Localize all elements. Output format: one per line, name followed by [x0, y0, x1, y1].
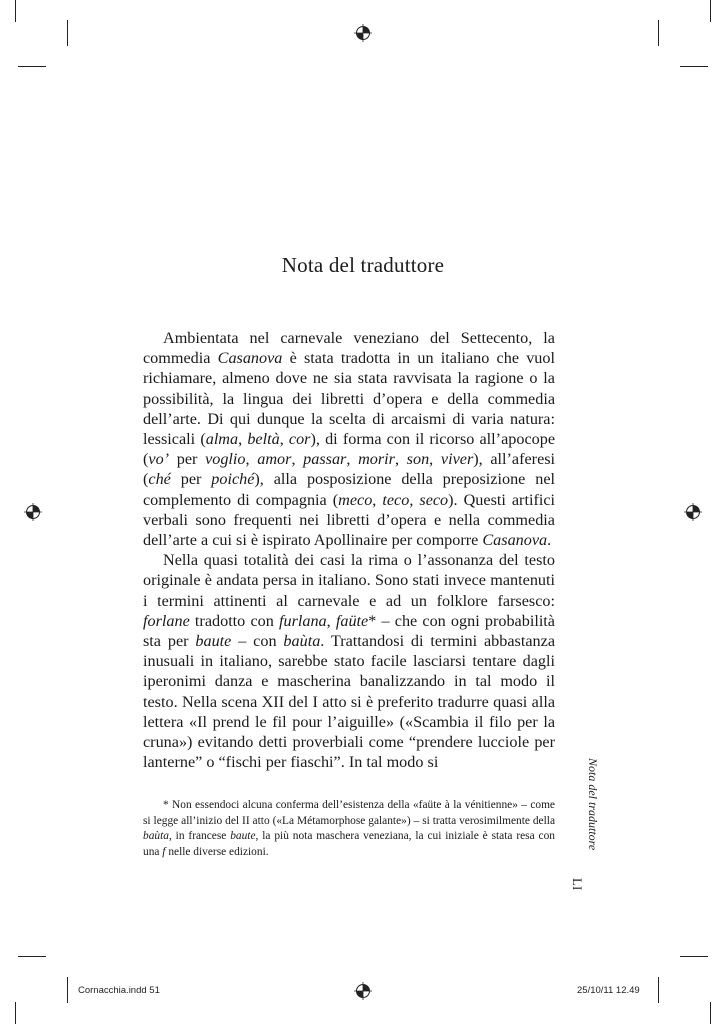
- running-head-section: Nota del traduttore: [586, 758, 600, 851]
- italic-run: vo’: [148, 450, 170, 469]
- footnote: [143, 798, 555, 860]
- text-run: Nella quasi totalità dei casi la rima o l’assonanza del testo originale è andata persa in italiano. Sono stati invece mantenuti i termini attinenti al carnevale e ad un folklore farsesco:: [143, 551, 555, 610]
- text-run: ,: [279, 430, 289, 449]
- italic-run: furlana: [278, 611, 327, 630]
- text-run: ), di forma con il ricorso all’apocope (: [143, 430, 556, 469]
- italic-run: morir: [358, 450, 395, 469]
- text-run: ), all’aferesi (: [143, 450, 556, 489]
- italic-run: meco: [338, 490, 373, 509]
- text-run: * – che con ogni probabilità sta per: [143, 611, 555, 651]
- crop-mark: [680, 956, 708, 957]
- italic-run: poiché: [211, 470, 255, 489]
- text-run: * Non essendoci alcuna conferma dell’esistenza della «faüte à la vénitienne» – come si legge all’inizio del II atto («La Métamorphose galante») – si tratta verosimilmente della: [143, 799, 555, 827]
- text-run: ,: [372, 490, 383, 509]
- italic-run: Casanova: [482, 531, 548, 550]
- italic-run: baùta: [143, 830, 169, 842]
- slug-datetime: 25/10/11 12.49: [577, 985, 640, 996]
- italic-run: faüte: [335, 611, 369, 630]
- body-paragraph: [143, 550, 555, 772]
- italic-run: amor: [257, 450, 292, 469]
- text-run: ). Questi artifici verbali sono frequenti nei libretti d’opera e nella commedia dell’arte a cui si è ispirato Apollinaire per comporre: [143, 490, 556, 550]
- crop-mark: [658, 977, 659, 1003]
- registration-mark-icon: [354, 24, 372, 42]
- crop-mark: [67, 977, 68, 1003]
- text-run: ,: [429, 450, 441, 469]
- italic-run: baute: [230, 830, 256, 842]
- italic-run: son: [406, 450, 430, 469]
- registration-mark-icon: [354, 982, 372, 1000]
- text-run: , la più nota maschera veneziana, la cui iniziale è stata resa con una: [143, 830, 555, 858]
- crop-mark: [680, 66, 708, 67]
- italic-run: beltà: [247, 430, 280, 449]
- registration-mark-icon: [684, 503, 702, 521]
- crop-mark: [18, 956, 46, 957]
- italic-run: alma: [205, 430, 239, 449]
- text-run: ,: [409, 490, 420, 509]
- italic-run: baùta: [283, 632, 321, 651]
- italic-run: voglio: [205, 450, 246, 469]
- text-run: Ambientata nel carnevale veneziano del Settecento, la commedia: [143, 329, 555, 368]
- text-run: ,: [238, 430, 248, 449]
- text-run: ,: [326, 611, 336, 630]
- italic-run: teco: [382, 490, 410, 509]
- footnote-text: [143, 798, 555, 860]
- text-run: nelle diverse edizioni.: [165, 845, 269, 858]
- registration-mark-icon: [24, 503, 42, 521]
- italic-run: cor: [288, 430, 311, 449]
- italic-run: seco: [419, 490, 449, 509]
- text-run: ), alla posposizione della preposizione nel complemento di compagnia (: [143, 470, 555, 509]
- text-run: . Trattandosi di termini abbastanza inusuali in italiano, sarebbe stato facile lasciarsi tentare dagli iperonimi danza e mascherina banalizzando in tal modo il testo. Nella scena XII del I atto si è preferito tradurre quasi alla lettera «Il prend le fil pour l’aiguille» («Scambia il filo per la cruna») evitando detti proverbiali come “prendere lucciole per lanterne” o “fischi per fiaschi”. In tal modo si: [143, 632, 555, 772]
- italic-run: baute: [195, 632, 232, 651]
- italic-run: passar: [303, 450, 347, 469]
- slug-filename: Cornacchia.indd 51: [78, 985, 160, 996]
- italic-run: ché: [148, 470, 171, 489]
- text-run: è stata tradotta in un italiano che vuol richiamare, almeno dove ne sia stata ravvisata la ragione o la possibilità, la lingua dei libretti d’opera e della commedia dell’arte. Di qui dunque la scelta di arcaismi di varia natura: lessicali (: [143, 349, 555, 449]
- crop-mark: [710, 1002, 711, 1024]
- italic-run: forlane: [143, 611, 190, 630]
- page-number-label: LI: [570, 878, 585, 891]
- crop-mark: [67, 20, 68, 46]
- text-run: ,: [245, 450, 258, 469]
- italic-run: f: [162, 845, 166, 858]
- crop-mark: [15, 0, 16, 22]
- running-head: [582, 758, 604, 898]
- text-run: ,: [291, 450, 304, 469]
- text-run: per: [170, 470, 212, 489]
- text-run: tradotto con: [189, 611, 279, 630]
- text-run: – con: [231, 632, 284, 651]
- text-run: per: [169, 450, 206, 469]
- text-run: .: [547, 531, 552, 550]
- italic-run: viver: [440, 450, 474, 469]
- text-run: , in francese: [168, 830, 231, 842]
- body-text: [143, 328, 555, 772]
- italic-run: Casanova: [217, 349, 283, 368]
- page-number: [569, 878, 585, 890]
- crop-mark: [658, 20, 659, 46]
- crop-mark: [18, 66, 46, 67]
- text-run: ,: [394, 450, 407, 469]
- text-run: ,: [346, 450, 359, 469]
- page-title: Nota del traduttore: [281, 253, 445, 277]
- crop-mark: [15, 1002, 16, 1024]
- body-paragraph: [143, 328, 555, 550]
- crop-mark: [710, 0, 711, 22]
